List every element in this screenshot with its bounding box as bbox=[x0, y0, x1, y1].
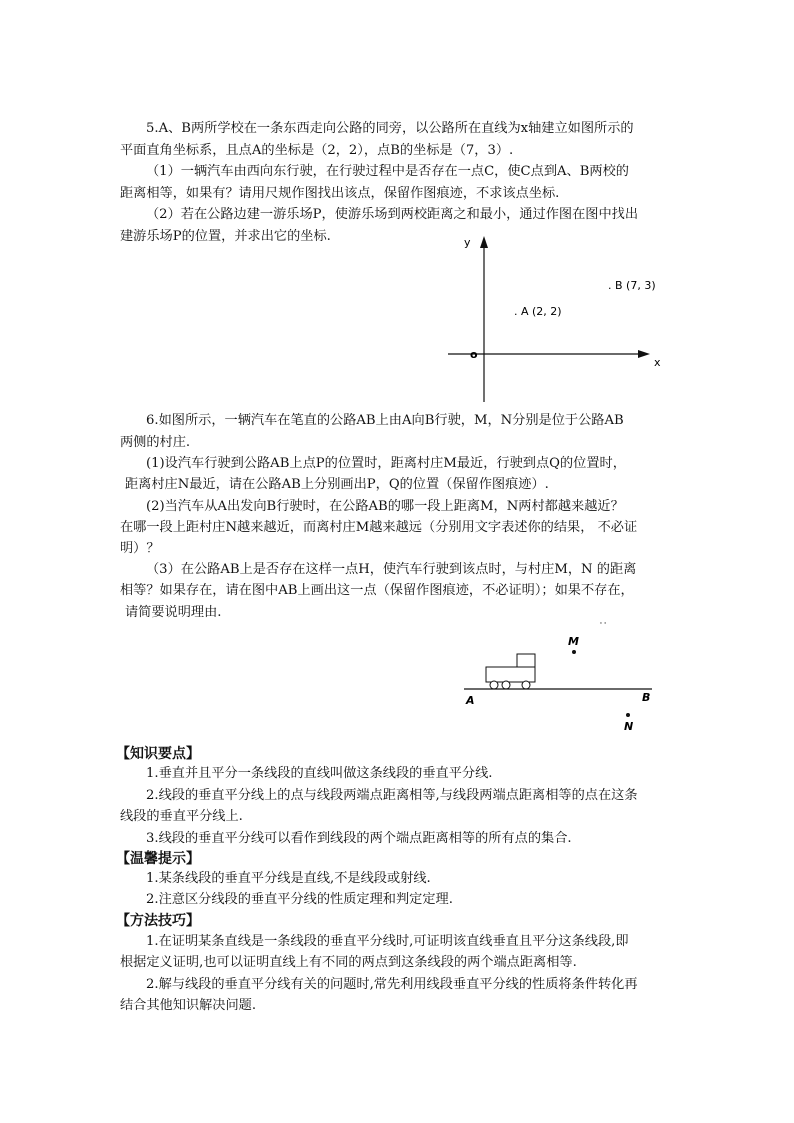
point-b-label: . B (7, 3) bbox=[608, 279, 656, 292]
knowledge-heading: 【知识要点】 bbox=[116, 746, 200, 762]
q5-line-3: （1）一辆汽车由西向东行驶，在行驶过程中是否存在一点C，使C点到A、B两校的 bbox=[146, 164, 629, 179]
village-m-point bbox=[572, 650, 576, 654]
village-n-label: N bbox=[624, 720, 634, 733]
q6-line-7: 明）？ bbox=[120, 541, 160, 556]
truck-wheel-3 bbox=[522, 681, 530, 689]
truck-cab bbox=[517, 654, 535, 668]
road-end-a-label: A bbox=[466, 694, 475, 707]
knowledge-line-4: 3.线段的垂直平分线可以看作到线段的两个端点距离相等的所有点的集合. bbox=[146, 831, 572, 846]
y-axis-label: y bbox=[464, 236, 471, 249]
truck-wheel-1 bbox=[490, 681, 498, 689]
knowledge-line-1: 1.垂直并且平分一条线段的直线叫做这条线段的垂直平分线. bbox=[146, 766, 493, 781]
q6-line-1: 6.如图所示，一辆汽车在笔直的公路AB上由A向B行驶，M，N分别是位于公路AB bbox=[146, 413, 624, 428]
q6-line-9: 相等？如果存在，请在图中AB上画出这一点（保留作图痕迹，不必证明）；如果不存在， bbox=[120, 583, 634, 598]
q5-line-6: 建游乐场P的位置，并求出它的坐标. bbox=[120, 229, 331, 244]
q6-line-3: (1)设汽车行驶到公路AB上点P的位置时，距离村庄M最近，行驶到点Q的位置时， bbox=[146, 456, 626, 471]
q5-line-1: 5.A、B两所学校在一条东西走向公路的同旁，以公路所在直线为x轴建立如图所示的 bbox=[146, 121, 634, 136]
q6-line-10: 请简要说明理由. bbox=[125, 605, 222, 620]
q6-road-figure bbox=[460, 618, 670, 738]
methods-heading: 【方法技巧】 bbox=[116, 913, 200, 929]
q6-line-6: 在哪一段上距村庄N越来越近，而离村庄M越来越远（分别用文字表述你的结果， 不必证 bbox=[120, 520, 638, 535]
q5-line-5: （2）若在公路边建一游乐场P，使游乐场到两校距离之和最小，通过作图在图中找出 bbox=[146, 207, 639, 222]
q6-line-8: （3）在公路AB上是否存在这样一点H，使汽车行驶到该点时，与村庄M，N 的距离 bbox=[146, 562, 637, 577]
y-axis-arrow bbox=[480, 236, 488, 248]
q6-line-5: (2)当汽车从A出发向B行驶时，在公路AB的哪一段上距离M，N两村都越来越近？ bbox=[146, 499, 624, 514]
q5-line-4: 距离相等，如果有？请用尺规作图找出该点，保留作图痕迹，不求该点坐标. bbox=[120, 186, 560, 201]
q5-line-2: 平面直角坐标系，且点A的坐标是（2，2），点B的坐标是（7，3）. bbox=[120, 143, 514, 158]
methods-line-3: 2.解与线段的垂直平分线有关的问题时,常先利用线段垂直平分线的性质将条件转化再 bbox=[146, 977, 638, 992]
methods-line-2: 根据定义证明,也可以证明直线上有不同的两点到这条线段的两个端点距离相等. bbox=[120, 955, 577, 970]
tiny-mark: ' ' bbox=[600, 621, 607, 629]
q6-line-4: 距离村庄N最近，请在公路AB上分别画出P，Q的位置（保留作图痕迹）. bbox=[125, 477, 549, 492]
point-a-label: . A (2, 2) bbox=[514, 305, 562, 318]
tips-line-1: 1.某条线段的垂直平分线是直线,不是线段或射线. bbox=[146, 871, 431, 886]
truck-body bbox=[486, 667, 535, 682]
truck-wheel-2 bbox=[502, 681, 510, 689]
knowledge-line-3: 线段的垂直平分线上. bbox=[120, 809, 243, 824]
tips-line-2: 2.注意区分线段的垂直平分线的性质定理和判定定理. bbox=[146, 892, 453, 907]
methods-line-1: 1.在证明某条直线是一条线段的垂直平分线时,可证明该直线垂直且平分这条线段,即 bbox=[146, 934, 629, 949]
q6-line-2: 两侧的村庄. bbox=[120, 435, 191, 450]
village-n-point bbox=[626, 713, 630, 717]
q5-coordinate-figure bbox=[440, 232, 680, 407]
knowledge-line-2: 2.线段的垂直平分线上的点与线段两端点距离相等,与线段两端点距离相等的点在这条 bbox=[146, 788, 638, 803]
methods-line-4: 结合其他知识解决问题. bbox=[120, 998, 257, 1013]
village-m-label: M bbox=[568, 635, 579, 648]
tips-heading: 【温馨提示】 bbox=[116, 851, 200, 867]
origin-label: o bbox=[470, 348, 478, 361]
x-axis-label: x bbox=[654, 356, 661, 369]
road-end-b-label: B bbox=[642, 691, 651, 704]
x-axis-arrow bbox=[638, 350, 650, 358]
